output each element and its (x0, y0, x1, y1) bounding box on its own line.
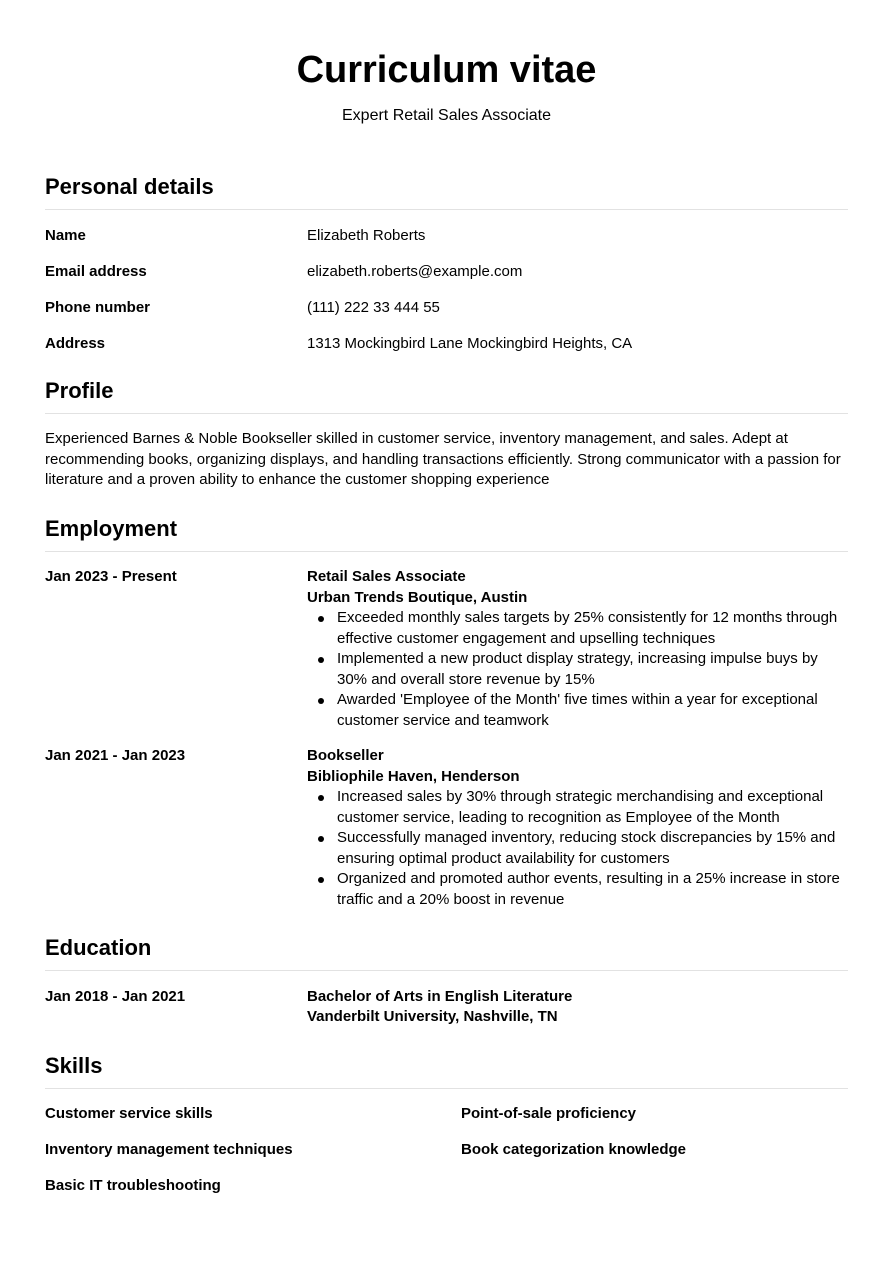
detail-row-address (45, 334, 848, 355)
detail-value: 1313 Mockingbird Lane Mockingbird Heights, CA (307, 334, 633, 352)
skill-item: Book categorization knowledge (461, 1141, 687, 1158)
detail-label: Name (45, 226, 86, 244)
detail-row-name (45, 226, 848, 247)
education-section (45, 935, 848, 1028)
detail-value: Elizabeth Roberts (307, 226, 426, 244)
detail-value: (111) 222 33 444 55 (307, 298, 440, 316)
skills-section (45, 1053, 848, 1197)
detail-row-phone (45, 298, 848, 319)
profile-section (45, 378, 848, 491)
job-title: Retail Sales Associate (307, 568, 466, 585)
job-company: Urban Trends Boutique, Austin (307, 588, 528, 606)
document-header (45, 0, 848, 126)
list-item (307, 649, 848, 690)
section-heading-profile: Profile (45, 378, 848, 414)
job-achievements (307, 787, 848, 910)
job-achievements (307, 608, 848, 731)
achievement-text: Successfully managed inventory, reducing stock discrepancies by 15% and ensuring optimal product availability for customers (337, 829, 836, 867)
profile-summary: Experienced Barnes & Noble Bookseller skilled in customer service, inventory management, and sales. Adept at recommending books, organizing displays, and handling transactions efficiently. Strong communicator with a passion for literature and a proven ability to enhance the customer shopping experience (45, 430, 841, 488)
employment-section (45, 516, 848, 911)
section-heading-employment: Employment (45, 516, 848, 552)
education-entry (45, 987, 848, 1028)
employment-entry (45, 746, 848, 910)
document-subtitle: Expert Retail Sales Associate (342, 107, 551, 124)
section-heading-education: Education (45, 935, 848, 971)
bullet-icon (318, 877, 324, 883)
bullet-icon (318, 795, 324, 801)
achievement-text: Increased sales by 30% through strategic merchandising and exceptional customer service, leading to recognition as Employee of the Month (337, 788, 824, 826)
detail-label: Address (45, 334, 106, 352)
skill-item: Point-of-sale proficiency (461, 1105, 637, 1122)
skills-list (45, 1104, 848, 1197)
list-item (307, 608, 848, 649)
job-company: Bibliophile Haven, Henderson (307, 767, 520, 785)
detail-label: Email address (45, 262, 147, 280)
bullet-icon (318, 698, 324, 704)
bullet-icon (318, 657, 324, 663)
education-dates: Jan 2018 - Jan 2021 (45, 987, 186, 1005)
education-school: Vanderbilt University, Nashville, TN (307, 1008, 558, 1025)
achievement-text: Awarded 'Employee of the Month' five times within a year for exceptional customer service and teamwork (337, 691, 818, 729)
personal-details-section (45, 174, 848, 354)
education-degree: Bachelor of Arts in English Literature (307, 987, 573, 1005)
employment-details (307, 567, 848, 731)
document-title: Curriculum vitae (296, 49, 597, 91)
section-heading-personal-details: Personal details (45, 174, 848, 210)
job-title: Bookseller (307, 747, 384, 764)
skill-item: Customer service skills (45, 1105, 213, 1122)
skill-item: Basic IT troubleshooting (45, 1177, 221, 1194)
detail-label: Phone number (45, 298, 151, 316)
section-heading-skills: Skills (45, 1053, 848, 1089)
bullet-icon (318, 836, 324, 842)
list-item (307, 690, 848, 731)
employment-entry (45, 567, 848, 731)
list-item (307, 828, 848, 869)
employment-dates: Jan 2021 - Jan 2023 (45, 747, 186, 764)
achievement-text: Implemented a new product display strategy, increasing impulse buys by 30% and overall store revenue by 15% (337, 650, 818, 688)
employment-details (307, 746, 848, 910)
achievement-text: Exceeded monthly sales targets by 25% consistently for 12 months through effective customer engagement and upselling techniques (337, 609, 838, 647)
skill-item: Inventory management techniques (45, 1141, 293, 1158)
education-details (307, 987, 848, 1028)
achievement-text: Organized and promoted author events, resulting in a 25% increase in store traffic and a 20% boost in revenue (337, 870, 840, 908)
detail-value: elizabeth.roberts@example.com (307, 262, 523, 280)
employment-dates: Jan 2023 - Present (45, 568, 177, 585)
bullet-icon (318, 616, 324, 622)
list-item (307, 787, 848, 828)
list-item (307, 869, 848, 910)
detail-row-email (45, 262, 848, 283)
